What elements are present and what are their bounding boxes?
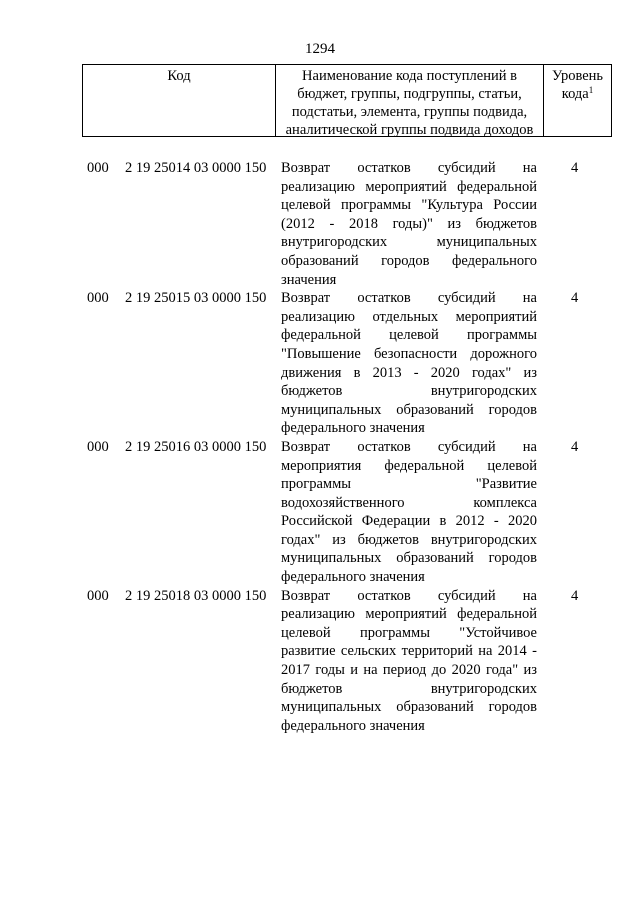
- header-code-label: Код: [167, 68, 191, 84]
- row-admin-code: 000: [87, 587, 109, 604]
- row-description: Возврат остатков субсидий на мероприятия федеральной целевой программы "Развитие водохозяйственного комплекса Российской Федерации в 2012 - 2020 годах" из бюджетов внутригородских муниципальных образований городов федерального значения: [281, 438, 537, 586]
- row-budget-code: 2 19 25014 03 0000 150: [125, 160, 267, 176]
- row-budget-code: 2 19 25016 03 0000 150: [125, 438, 267, 455]
- row-level: 4: [571, 438, 579, 455]
- table-row: [0, 289, 640, 438]
- header-code-cell: [83, 65, 276, 136]
- row-admin-code: 000: [87, 438, 109, 455]
- page-number: 1294: [305, 41, 335, 57]
- header-name-cell: [276, 65, 544, 136]
- row-budget-code: 2 19 25018 03 0000 150: [125, 587, 267, 604]
- row-budget-code: 2 19 25015 03 0000 150: [125, 290, 267, 307]
- row-level: 4: [571, 160, 579, 176]
- table-body: [0, 159, 640, 735]
- table-row: [0, 159, 640, 289]
- row-admin-code: 000: [87, 160, 109, 176]
- header-level-cell: [544, 65, 611, 136]
- row-description: Возврат остатков субсидий на реализацию мероприятий федеральной целевой программы "Культура России (2012 - 2018 годы)" из бюджетов внутригородских муниципальных образований городов федерального значения: [281, 160, 537, 288]
- table-header: [82, 64, 612, 137]
- header-level-label: Уровень кода: [551, 68, 604, 102]
- header-name-label: Наименование кода поступлений в бюджет, группы, подгруппы, статьи, подстатьи, элемента, группы подвида, аналитической группы подвида доходов: [285, 68, 534, 138]
- row-admin-code: 000: [87, 290, 109, 307]
- row-description: Возврат остатков субсидий на реализацию отдельных мероприятий федеральной целевой программы "Повышение безопасности дорожного движения в 2013 - 2020 годах" из бюджетов внутригородских муниципальных образований городов федерального значения: [281, 290, 537, 437]
- row-description: Возврат остатков субсидий на реализацию мероприятий федеральной целевой программы "Устойчивое развитие сельских территорий на 2014 - 2017 годы и на период до 2020 года" из бюджетов внутригородских муниципальных образований городов федерального значения: [281, 587, 537, 734]
- row-level: 4: [571, 290, 579, 307]
- table-row: [0, 438, 640, 587]
- table-row: [0, 587, 640, 736]
- row-level: 4: [571, 587, 579, 604]
- header-level-footnote: 1: [588, 85, 594, 95]
